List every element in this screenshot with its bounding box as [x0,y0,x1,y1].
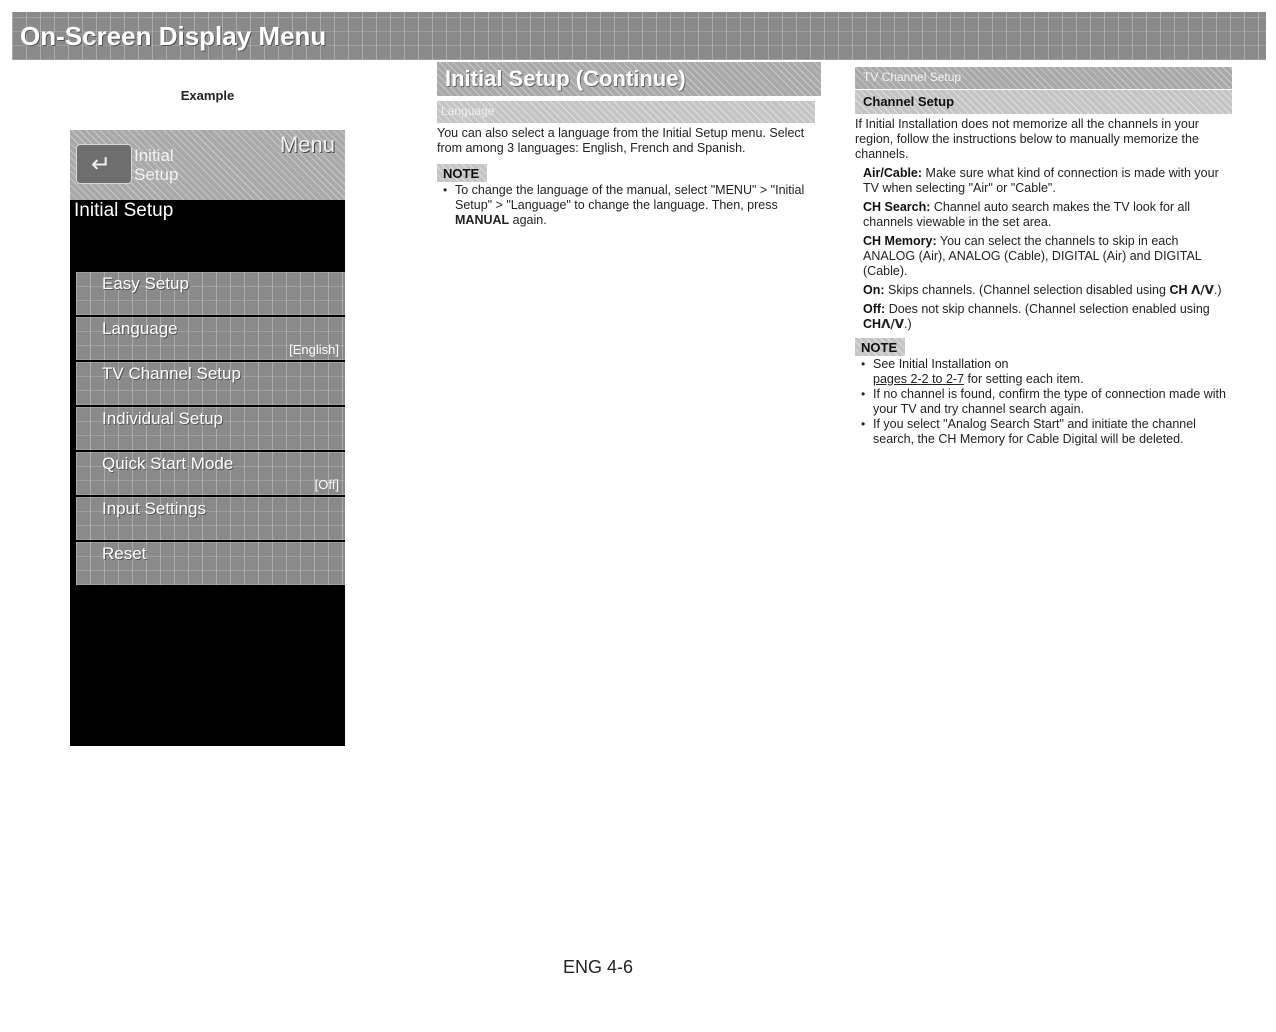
note-item [855,387,1233,417]
pages-link[interactable]: pages 2-2 to 2-7 [873,372,965,386]
tv-menu-list [76,272,345,587]
note-text-end: for setting each item. [964,372,1084,386]
tv-menu-screenshot [70,130,345,746]
section-heading: TV Channel Setup [863,70,962,84]
note-text: To change the language of the manual, select "MENU" > "Initial Setup" > "Language" to change the language. Then, press [455,183,805,212]
note-list [437,183,821,228]
definition-ch-search [855,200,1233,230]
definition-text: Does not skip channels. (Channel selection enabled using [888,302,1210,316]
definition-term: On: [863,283,885,297]
initial-setup-icon [76,144,132,184]
tv-menu-item-quick-start-mode[interactable] [76,452,345,497]
tv-menu-item-input-settings[interactable] [76,497,345,542]
tv-menu-item-label: Quick Start Mode [102,454,234,473]
subsection-heading: Channel Setup [863,94,955,109]
tv-menu-item-individual-setup[interactable] [76,407,345,452]
middle-column [437,62,821,228]
tv-menu-item-easy-setup[interactable] [76,272,345,317]
definition-close: .) [1213,283,1222,297]
note-item [855,357,1233,387]
note-text: If no channel is found, confirm the type of connection made with your TV and try channel search again. [873,387,1226,416]
tv-menu-item-language[interactable] [76,317,345,362]
tv-menu-item-label: Easy Setup [102,274,189,293]
tv-menu-item-label: Language [102,319,178,338]
note-text: See Initial Installation on [873,357,1009,371]
example-label: Example [180,88,235,103]
definition-list [855,166,1233,332]
definition-on [855,283,1233,298]
definition-term: CH Memory: [863,234,937,248]
definition-text: Channel auto search makes the TV look for all channels viewable in the set area. [863,200,1191,229]
tv-menu-item-value: [Off] [314,477,339,492]
ch-label: CH [1169,283,1188,297]
definition-term: CH Search: [863,200,931,214]
tv-menu-item-value: [English] [289,342,339,357]
tv-menu-title: Menu [279,132,335,157]
ch-label: CH [863,317,882,331]
definition-close: .) [904,317,912,331]
definition-term: Air/Cable: [863,166,923,180]
right-column [855,67,1233,447]
tv-menu-item-tv-channel-setup[interactable] [76,362,345,407]
subsection-heading-bar [855,90,1232,114]
tv-menu-header-label [134,146,204,184]
tv-menu-item-label: Reset [102,544,147,563]
tv-menu-item-label: Individual Setup [102,409,223,428]
ch-up-down-icon: Λ/V [1190,283,1214,297]
definition-off [855,302,1233,332]
note-text-end: again. [509,213,547,227]
page-banner [12,12,1266,60]
note-text-bold: MANUAL [455,213,510,227]
section-heading: Initial Setup (Continue) [445,66,686,91]
note-item [855,417,1233,447]
tv-screen-title: Initial Setup [74,200,174,221]
subsection-heading-bar [437,101,815,123]
note-label: NOTE [855,338,905,356]
note-text: If you select "Analog Search Start" and initiate the channel search, the CH Memory for Cable Digital will be deleted. [873,417,1196,446]
definition-ch-memory [855,234,1233,279]
note-item [437,183,821,228]
subsection-heading: Language [441,104,495,118]
definition-term: Off: [863,302,886,316]
channel-setup-intro-text: If Initial Installation does not memorize all the channels in your region, follow the instructions below to manually memorize the channels. [855,117,1199,161]
section-heading-bar [855,67,1232,89]
banner-title: On-Screen Display Menu [20,21,327,51]
section-heading-bar [437,62,821,96]
tv-menu-item-reset[interactable] [76,542,345,587]
note-label: NOTE [437,164,487,182]
tv-menu-item-label: Input Settings [102,499,206,518]
definition-air-cable [855,166,1233,196]
page-number: ENG 4-6 [562,957,634,977]
tv-menu-header [70,130,345,200]
tv-menu-item-label: TV Channel Setup [102,364,241,383]
definition-text: Skips channels. (Channel selection disabled using [888,283,1170,297]
ch-up-down-icon: Λ/V [881,317,905,331]
note-list [855,357,1233,447]
definition-text: Make sure what kind of connection is made with your TV when selecting "Air" or "Cable". [863,166,1219,195]
tv-menu-header-label-line2: Setup [134,165,179,184]
tv-menu-header-label-line1: Initial [134,146,174,165]
definition-text: You can select the channels to skip in each ANALOG (Air), ANALOG (Cable), DIGITAL (Air) and DIGITAL (Cable). [863,234,1202,278]
language-intro-text: You can also select a language from the Initial Setup menu. Select from among 3 languages: English, French and Spanish. [437,126,805,155]
